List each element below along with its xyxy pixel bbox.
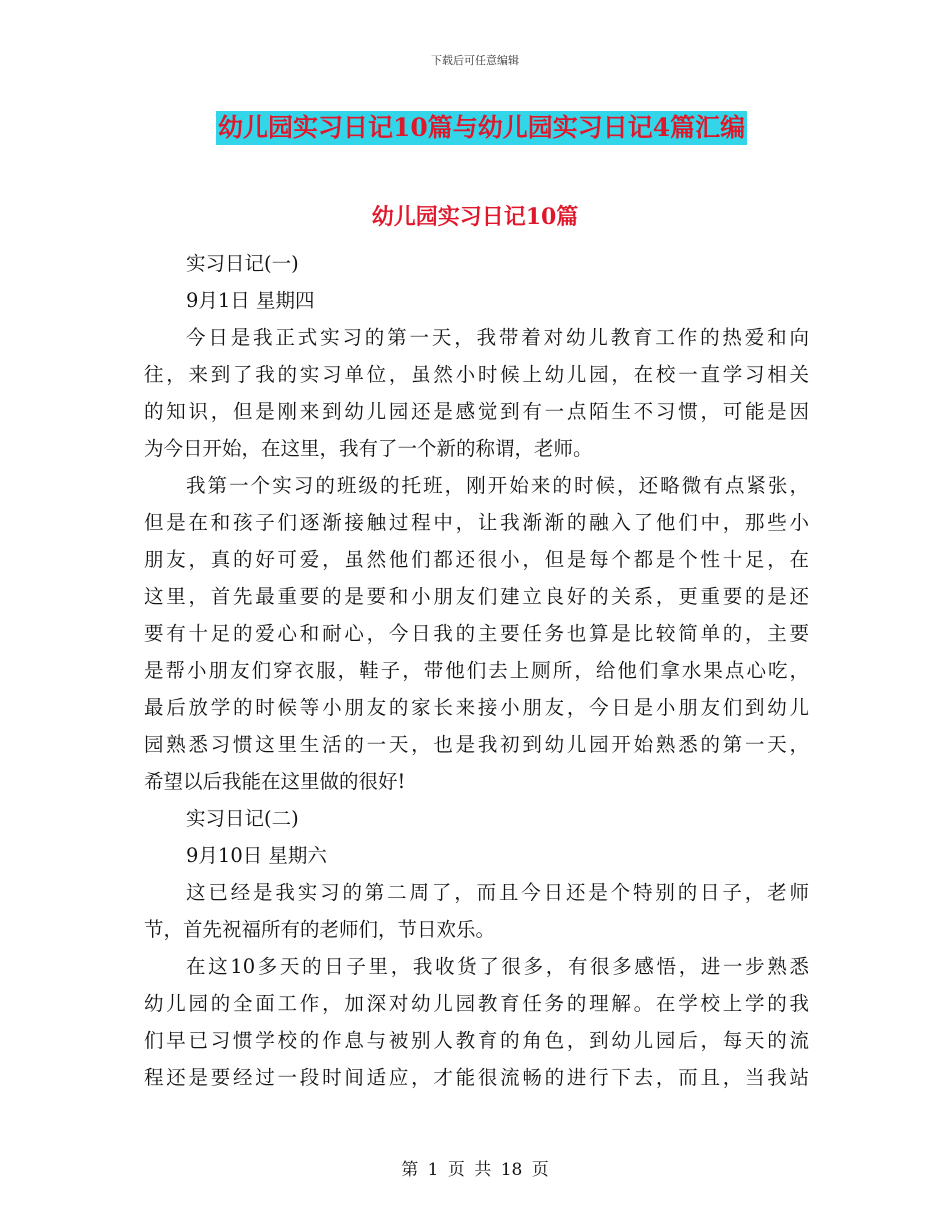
- diary-heading: 实习日记(一): [186, 252, 299, 275]
- diary-date: 9月10日 星期六: [186, 844, 327, 867]
- section-title: 幼儿园实习日记10篇: [371, 204, 579, 230]
- document-body: [144, 245, 809, 1096]
- paragraph-line: 为今日开始，在这里，我有了一个新的称谓，老师。: [144, 437, 593, 460]
- paragraph-line: 这已经是我实习的第二周了，而且今日还是个特别的日子，老师: [186, 881, 809, 904]
- paragraph-line: 程还是要经过一段时间适应，才能很流畅的进行下去，而且，当我站: [144, 1066, 809, 1089]
- paragraph-line: 在这10多天的日子里，我收货了很多，有很多感悟，进一步熟悉: [186, 955, 809, 978]
- main-title: 幼儿园实习日记10篇与幼儿园实习日记4篇汇编: [216, 111, 747, 145]
- paragraph-line: 们早已习惯学校的作息与被别人教育的角色，到幼儿园后，每天的流: [144, 1029, 809, 1052]
- diary-date: 9月1日 星期四: [186, 289, 315, 312]
- paragraph-line: 往，来到了我的实习单位，虽然小时候上幼儿园，在校一直学习相关: [144, 363, 809, 386]
- paragraph-line: 朋友，真的好可爱，虽然他们都还很小，但是每个都是个性十足，在: [144, 548, 809, 571]
- paragraph-line: 希望以后我能在这里做的很好!: [144, 770, 406, 793]
- page-footer: 第 1 页 共 18 页: [401, 1160, 549, 1180]
- paragraph-line: 的知识，但是刚来到幼儿园还是感觉到有一点陌生不习惯，可能是因: [144, 400, 809, 423]
- paragraph-line: 最后放学的时候等小朋友的家长来接小朋友，今日是小朋友们到幼儿: [144, 696, 809, 719]
- paragraph-line: 今日是我正式实习的第一天，我带着对幼儿教育工作的热爱和向: [186, 326, 809, 349]
- paragraph-line: 但是在和孩子们逐渐接触过程中，让我渐渐的融入了他们中，那些小: [144, 511, 809, 534]
- paragraph-line: 园熟悉习惯这里生活的一天，也是我初到幼儿园开始熟悉的第一天，: [144, 733, 809, 756]
- paragraph-line: 幼儿园的全面工作，加深对幼儿园教育任务的理解。在学校上学的我: [144, 992, 809, 1015]
- paragraph-line: 这里，首先最重要的是要和小朋友们建立良好的关系，更重要的是还: [144, 585, 809, 608]
- paragraph-line: 我第一个实习的班级的托班，刚开始来的时候，还略微有点紧张，: [186, 474, 809, 497]
- paragraph-line: 是帮小朋友们穿衣服，鞋子，带他们去上厕所，给他们拿水果点心吃，: [144, 659, 809, 682]
- paragraph-line: 节，首先祝福所有的老师们，节日欢乐。: [144, 918, 496, 941]
- diary-heading: 实习日记(二): [186, 807, 299, 830]
- paragraph-line: 要有十足的爱心和耐心，今日我的主要任务也算是比较简单的，主要: [144, 622, 809, 645]
- header-note: 下载后可任意编辑: [431, 54, 519, 67]
